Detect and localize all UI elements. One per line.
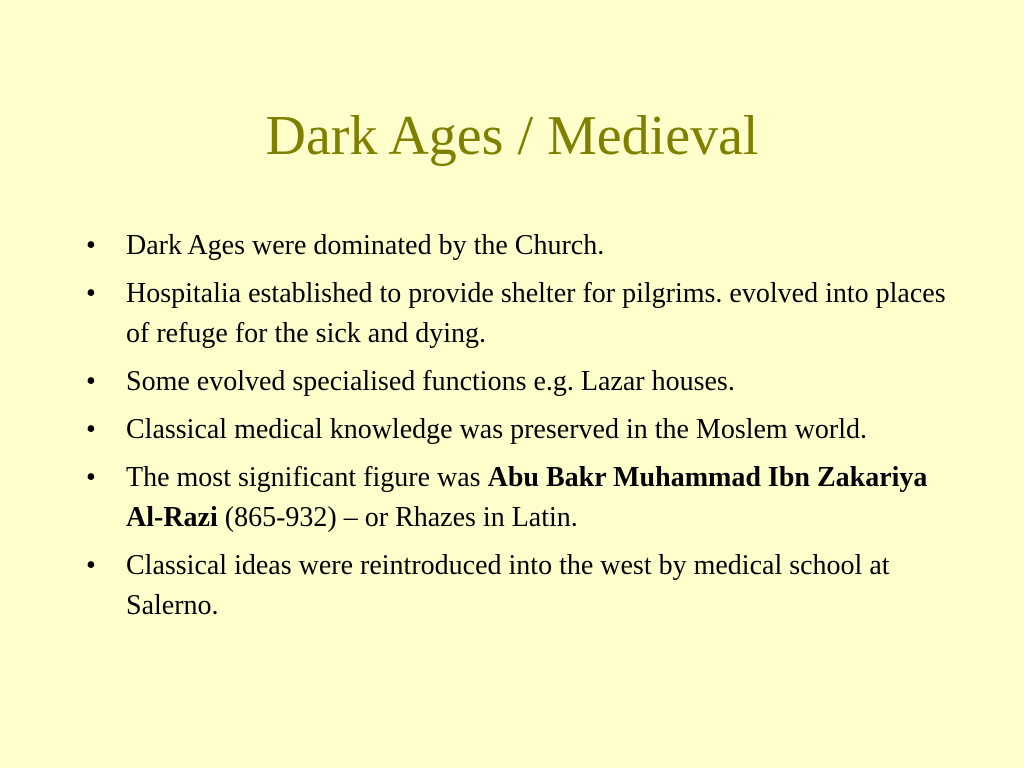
bullet-text-part: Classical medical knowledge was preserved in the Moslem world. [126,414,868,445]
bullet-marker: • [86,550,96,581]
bullet-item [80,458,960,538]
bullet-marker: • [86,278,96,309]
bullet-marker: • [86,230,96,261]
bullet-text-emphasis: Abu Bakr Muhammad Ibn Zakariya Al-Razi [126,462,928,533]
slide-title: Dark Ages / Medieval [265,105,759,167]
bullet-item [80,546,960,626]
bullet-marker: • [86,366,96,397]
bullet-marker: • [86,414,96,445]
bullet-text-part: The most significant figure was [126,462,488,493]
bullet-item [80,226,960,266]
bullet-text-part: (865-932) – or Rhazes in Latin. [217,502,578,533]
bullet-text [126,414,867,445]
bullet-marker: • [86,462,96,493]
bullet-text [126,550,890,621]
bullet-text-part: Classical ideas were reintroduced into the west by medical school at Salerno. [126,550,890,621]
bullet-item [80,410,960,450]
bullet-item [80,362,960,402]
bullet-text [126,230,604,261]
bullet-text-part: Hospitalia established to provide shelter for pilgrims. evolved into places of refuge for the sick and dying. [126,278,946,349]
bullet-item [80,274,960,354]
bullet-text-part: Some evolved specialised functions e.g. Lazar houses. [126,366,735,397]
bullet-text [126,366,735,397]
bullet-text-part: Dark Ages were dominated by the Church. [126,230,605,261]
bullet-text [126,278,946,349]
bullet-text [126,462,927,533]
bullet-list [80,226,960,634]
